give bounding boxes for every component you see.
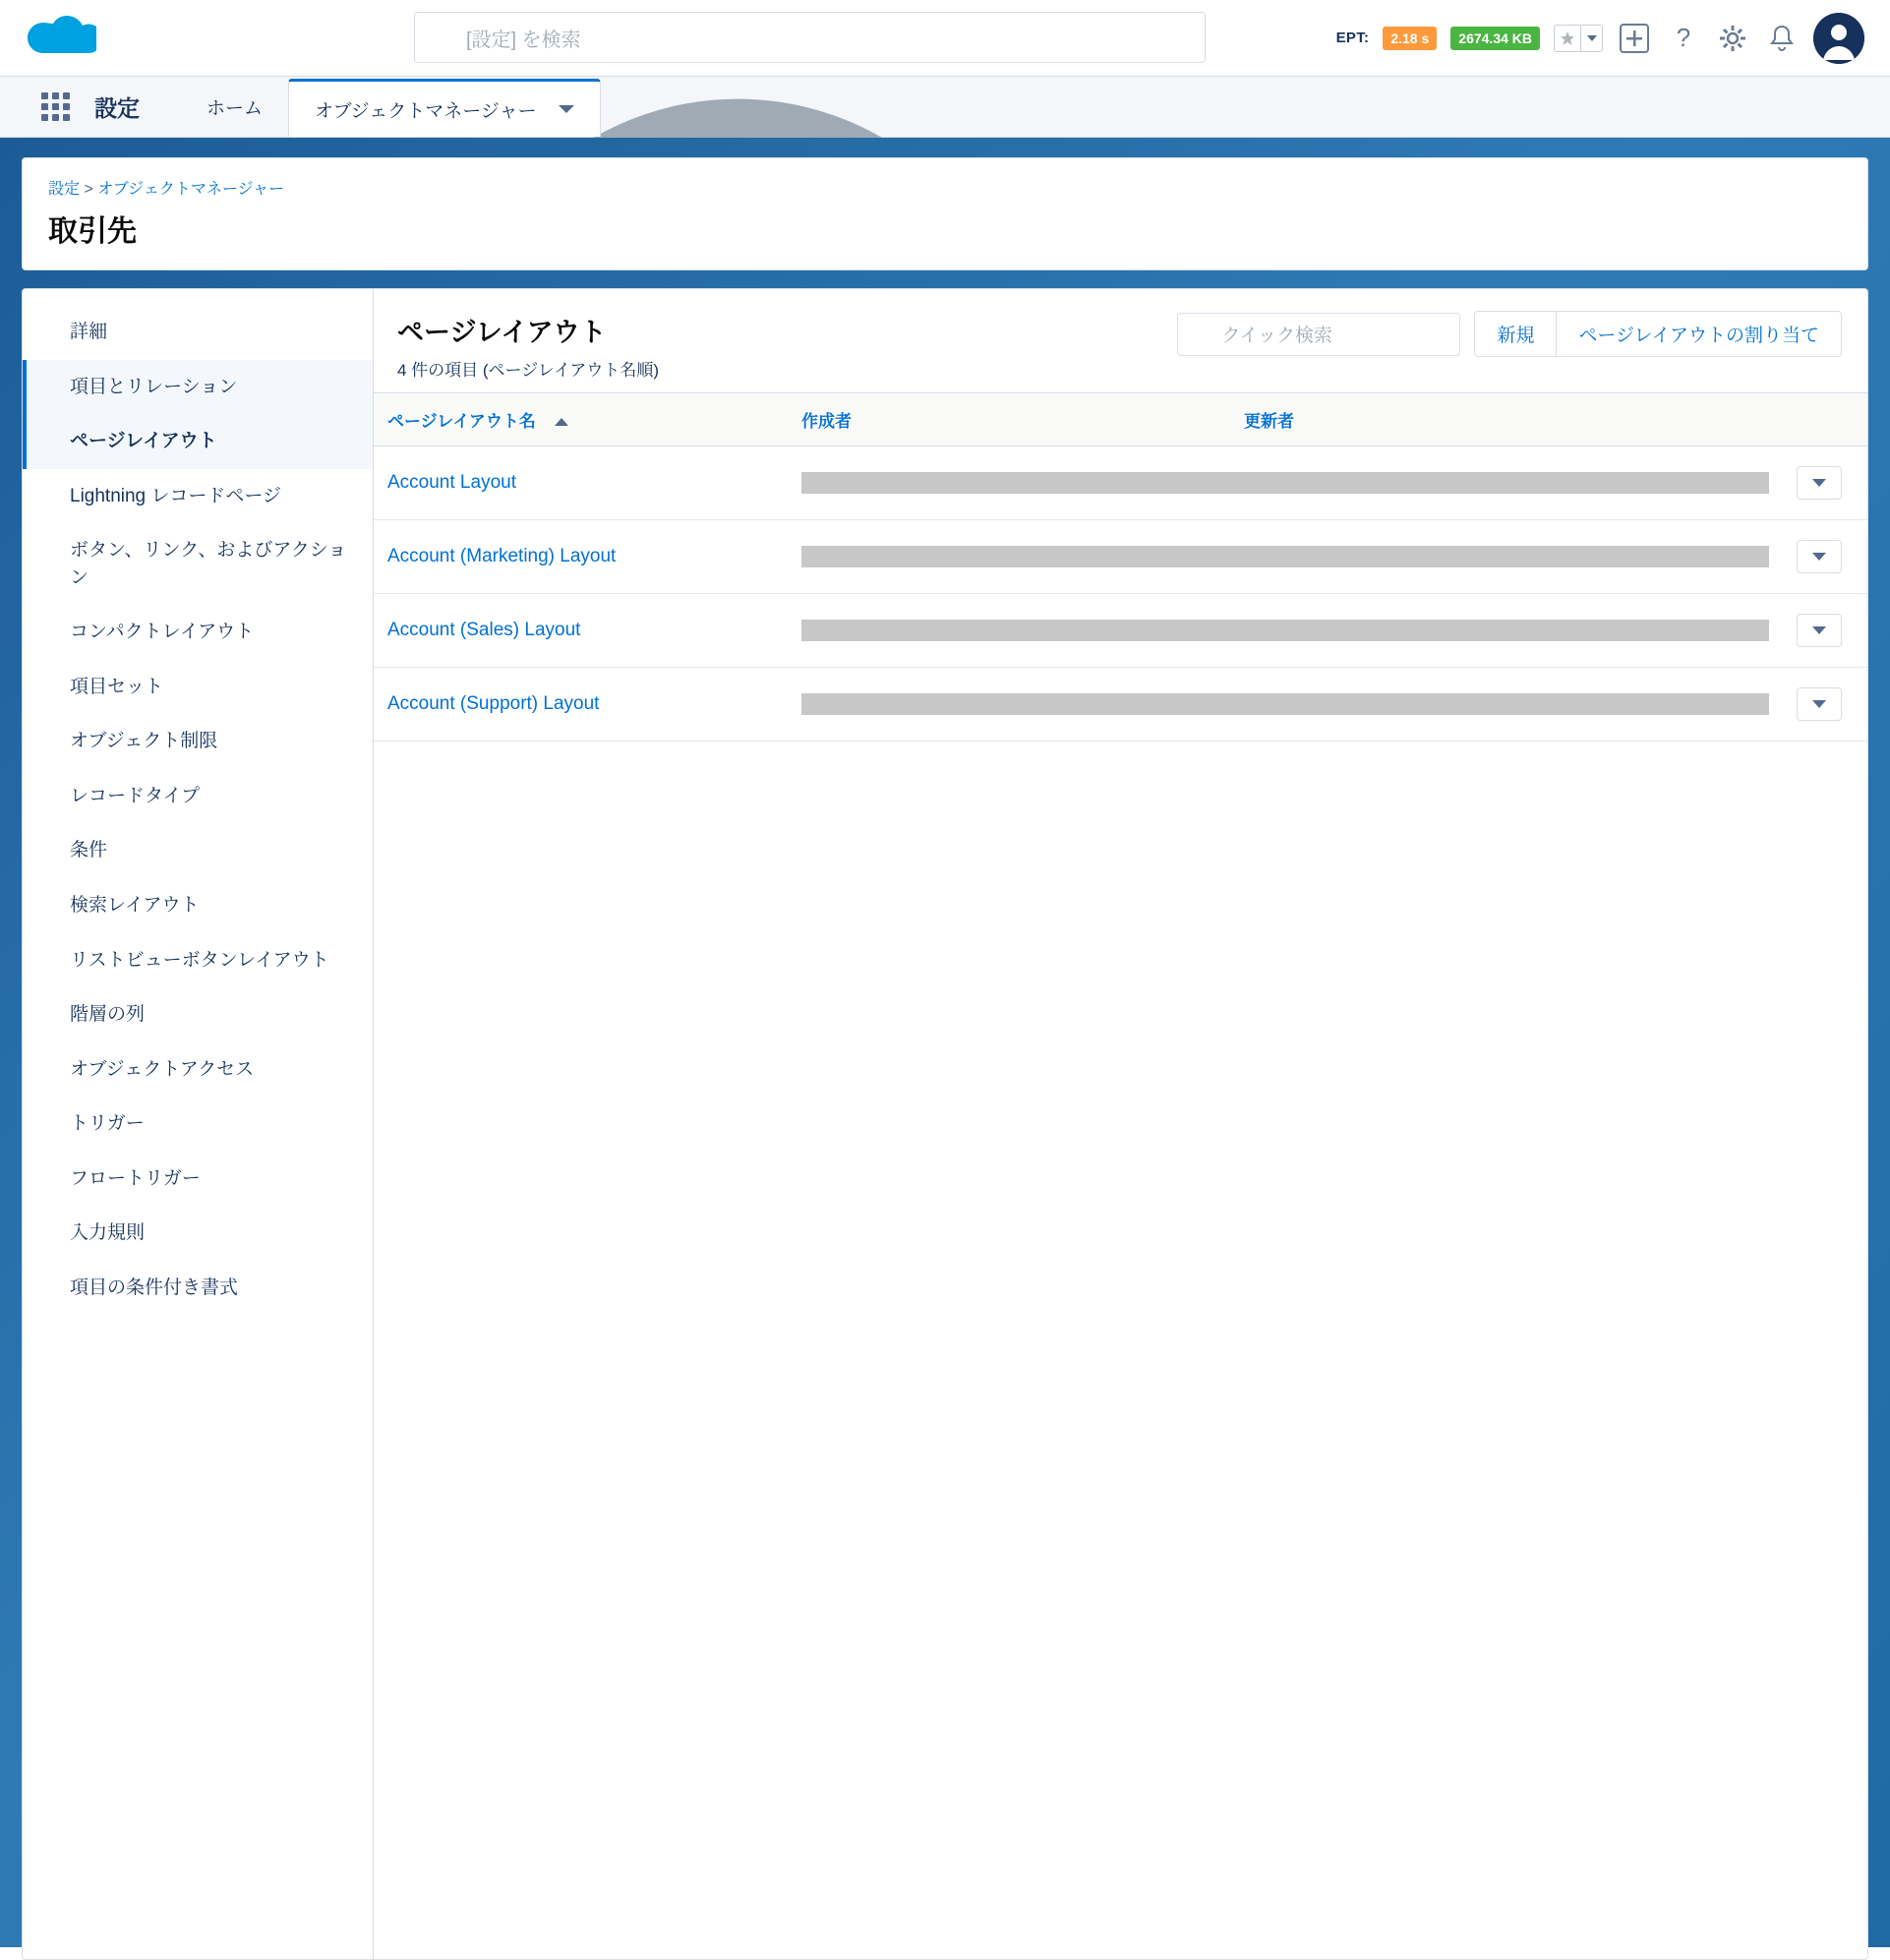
sidebar-item-label: トリガー <box>70 1113 145 1135</box>
sidebar-item-label: 条件 <box>70 840 108 861</box>
panel-header-actions <box>1177 311 1842 357</box>
redacted-value <box>801 546 1769 567</box>
cell-created-updated-redacted <box>792 446 1779 520</box>
cell-row-actions <box>1779 594 1867 668</box>
layout-name-link[interactable]: Account (Support) Layout <box>387 693 600 714</box>
breadcrumb-separator: > <box>84 181 93 198</box>
column-header-label: 更新者 <box>1244 412 1294 431</box>
sidebar-item-label: 検索レイアウト <box>70 895 200 917</box>
ept-value-badge: 2.18 s <box>1383 27 1437 50</box>
cell-row-actions <box>1779 668 1867 742</box>
panel-button-group <box>1474 311 1842 357</box>
sidebar-item-label: ボタン、リンク、およびアクション <box>70 540 347 588</box>
breadcrumb <box>48 176 1842 199</box>
object-sidebar <box>23 289 374 1959</box>
sidebar-item-label: 項目とリレーション <box>70 376 238 397</box>
column-header-layout-name[interactable] <box>374 393 792 446</box>
column-header-created-by[interactable] <box>792 393 1234 446</box>
column-header-updated-by[interactable] <box>1234 393 1779 446</box>
cell-created-updated-redacted <box>792 668 1779 742</box>
user-avatar[interactable] <box>1813 13 1864 64</box>
sidebar-item-search-layouts[interactable] <box>23 878 373 933</box>
sidebar-item-flow-triggers[interactable] <box>23 1152 373 1207</box>
cell-layout-name <box>374 668 792 742</box>
sidebar-item-triggers[interactable] <box>23 1097 373 1152</box>
page-size-badge: 2674.34 KB <box>1450 27 1540 50</box>
app-launcher-waffle-icon[interactable] <box>33 77 77 137</box>
sidebar-item-label: 階層の列 <box>70 1004 146 1026</box>
global-search[interactable] <box>414 12 1206 63</box>
redacted-value <box>801 693 1769 715</box>
sidebar-item-record-types[interactable] <box>23 769 373 824</box>
cell-layout-name <box>374 594 792 668</box>
page-layouts-table <box>374 392 1867 742</box>
sidebar-item-list-view-button-layout[interactable] <box>23 933 373 988</box>
breadcrumb-card <box>22 157 1868 270</box>
sidebar-item-label: オブジェクトアクセス <box>70 1058 255 1080</box>
layout-name-link[interactable]: Account Layout <box>387 472 516 493</box>
tab-object-manager-label: オブジェクトマネージャー <box>315 100 537 122</box>
table-body <box>374 446 1867 742</box>
sidebar-item-fields-and-relationships[interactable] <box>23 360 373 415</box>
cell-row-actions <box>1779 446 1867 520</box>
column-header-label: 作成者 <box>801 412 852 431</box>
panel-subtitle: 4 件の項目 (ページレイアウト名順) <box>397 361 660 380</box>
sidebar-item-label: リストビューボタンレイアウト <box>70 949 329 971</box>
table-row[interactable] <box>374 446 1867 520</box>
redacted-value <box>801 620 1769 641</box>
row-actions-chevron-down-icon[interactable] <box>1797 540 1842 573</box>
page-layouts-panel <box>374 289 1867 1959</box>
salesforce-cloud-logo-icon[interactable] <box>26 14 96 63</box>
sidebar-item-label: オブジェクト制限 <box>70 731 218 752</box>
sidebar-item-criteria[interactable] <box>23 823 373 878</box>
sidebar-item-label: 入力規則 <box>70 1222 146 1244</box>
sidebar-item-label: Lightning レコードページ <box>70 485 282 506</box>
row-actions-chevron-down-icon[interactable] <box>1797 614 1842 647</box>
column-header-label: ページレイアウト名 <box>387 412 536 431</box>
new-button[interactable]: 新規 <box>1474 311 1557 357</box>
layout-name-link[interactable]: Account (Marketing) Layout <box>387 546 617 566</box>
cell-row-actions <box>1779 520 1867 594</box>
sidebar-item-lightning-record-pages[interactable] <box>23 469 373 524</box>
sidebar-item-compact-layouts[interactable] <box>23 605 373 660</box>
cell-layout-name <box>374 520 792 594</box>
panel-header-text <box>385 311 659 381</box>
cell-created-updated-redacted <box>792 594 1779 668</box>
global-header <box>0 0 1890 77</box>
global-search-input[interactable]: [設定] を検索 <box>414 12 1206 63</box>
svg-text:?: ? <box>1676 23 1691 52</box>
tab-home[interactable] <box>181 77 288 137</box>
header-right-actions <box>1336 13 1864 64</box>
sidebar-item-object-limits[interactable] <box>23 714 373 769</box>
sidebar-item-hierarchy-columns[interactable] <box>23 987 373 1042</box>
sidebar-item-buttons-links-actions[interactable] <box>23 523 373 605</box>
sidebar-item-validation-rules[interactable] <box>23 1206 373 1261</box>
sidebar-item-label: レコードタイプ <box>70 785 201 806</box>
sidebar-item-page-layouts[interactable] <box>23 414 373 469</box>
panel-header <box>374 289 1867 392</box>
plus-icon[interactable] <box>1617 21 1652 56</box>
bell-icon[interactable] <box>1764 21 1800 56</box>
page-background <box>0 138 1890 1947</box>
sidebar-item-field-conditional-formatting[interactable] <box>23 1261 373 1316</box>
table-row[interactable] <box>374 594 1867 668</box>
sidebar-item-field-sets[interactable] <box>23 660 373 715</box>
question-mark-icon[interactable] <box>1666 21 1701 56</box>
tab-home-label: ホーム <box>207 98 264 119</box>
sidebar-item-label: 項目セット <box>70 676 164 697</box>
table-header-row <box>374 393 1867 446</box>
table-row[interactable] <box>374 520 1867 594</box>
sidebar-item-label: ページレイアウト <box>70 431 217 452</box>
quick-search-input[interactable]: クイック検索 <box>1177 313 1460 356</box>
app-name: 設定 <box>94 95 140 121</box>
main-card <box>22 288 1868 1960</box>
breadcrumb-parent[interactable]: 設定 <box>48 181 81 198</box>
star-icon[interactable] <box>1555 26 1580 51</box>
cell-created-updated-redacted <box>792 520 1779 594</box>
sort-asc-caret-icon[interactable] <box>555 412 568 432</box>
row-actions-chevron-down-icon[interactable] <box>1797 687 1842 721</box>
ept-label: EPT: <box>1335 30 1370 46</box>
gear-icon[interactable] <box>1715 21 1750 56</box>
sidebar-item-label: 項目の条件付き書式 <box>70 1277 239 1298</box>
favorites-chevron-down-icon[interactable] <box>1580 26 1602 51</box>
chevron-down-icon[interactable] <box>559 98 574 120</box>
sidebar-item-label: フロートリガー <box>70 1167 201 1189</box>
redacted-value <box>801 472 1769 494</box>
table-row[interactable] <box>374 668 1867 742</box>
page-title: 取引先 <box>48 215 137 248</box>
sidebar-item-label: 詳細 <box>70 322 108 342</box>
page-layout-assignment-button[interactable]: ページレイアウトの割り当て <box>1557 311 1842 357</box>
sidebar-item-details[interactable] <box>23 305 373 360</box>
tab-object-manager[interactable] <box>288 79 601 137</box>
cell-layout-name <box>374 446 792 520</box>
sidebar-item-label: コンパクトレイアウト <box>70 622 255 643</box>
column-header-actions <box>1779 393 1867 446</box>
layout-name-link[interactable]: Account (Sales) Layout <box>387 620 581 640</box>
panel-title: ページレイアウト <box>397 318 607 347</box>
breadcrumb-child[interactable]: オブジェクトマネージャー <box>97 181 285 198</box>
sidebar-item-object-access[interactable] <box>23 1042 373 1098</box>
favorites-control[interactable] <box>1554 25 1603 52</box>
row-actions-chevron-down-icon[interactable] <box>1797 466 1842 500</box>
